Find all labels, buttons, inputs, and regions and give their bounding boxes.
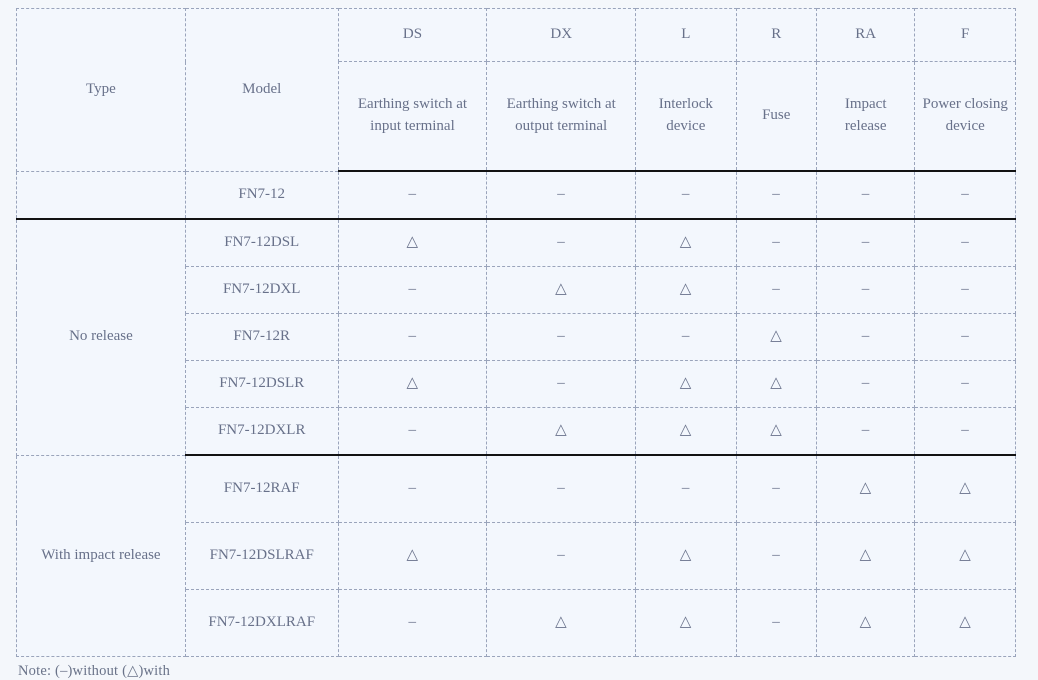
cell-ds: △	[338, 219, 487, 267]
cell-l: –	[636, 314, 737, 361]
cell-l: –	[636, 171, 737, 219]
cell-l: △	[636, 590, 737, 657]
cell-ra: △	[816, 455, 914, 523]
cell-ra: –	[816, 267, 914, 314]
table-header-codes	[17, 9, 1016, 62]
cell-ds: –	[338, 455, 487, 523]
header-desc-ds: Earthing switch at input terminal	[338, 62, 487, 172]
row-type-with-impact-release: With impact release	[17, 455, 186, 657]
cell-ra: △	[816, 590, 914, 657]
header-code-ra: RA	[816, 9, 914, 62]
cell-l: △	[636, 408, 737, 456]
table-row	[17, 171, 1016, 219]
cell-ra: –	[816, 171, 914, 219]
header-desc-ra: Impact release	[816, 62, 914, 172]
header-code-r: R	[736, 9, 816, 62]
header-desc-dx: Earthing switch at output terminal	[487, 62, 636, 172]
cell-dx: –	[487, 361, 636, 408]
cell-f: △	[915, 590, 1016, 657]
model-name: FN7-12DXLR	[185, 408, 338, 456]
cell-ra: –	[816, 314, 914, 361]
cell-l: △	[636, 267, 737, 314]
model-name: FN7-12DXLRAF	[185, 590, 338, 657]
cell-l: △	[636, 361, 737, 408]
cell-l: △	[636, 523, 737, 590]
header-desc-r: Fuse	[736, 62, 816, 172]
model-name: FN7-12R	[185, 314, 338, 361]
table-row	[17, 455, 1016, 523]
header-desc-l: Interlock device	[636, 62, 737, 172]
cell-r: △	[736, 361, 816, 408]
cell-f: –	[915, 219, 1016, 267]
header-code-f: F	[915, 9, 1016, 62]
model-name: FN7-12DSLRAF	[185, 523, 338, 590]
header-code-ds: DS	[338, 9, 487, 62]
cell-ds: –	[338, 267, 487, 314]
cell-dx: –	[487, 314, 636, 361]
cell-r: –	[736, 219, 816, 267]
cell-r: △	[736, 314, 816, 361]
table-row	[17, 219, 1016, 267]
cell-ra: –	[816, 361, 914, 408]
cell-dx: △	[487, 408, 636, 456]
cell-r: –	[736, 590, 816, 657]
cell-f: –	[915, 361, 1016, 408]
cell-f: △	[915, 523, 1016, 590]
model-name: FN7-12RAF	[185, 455, 338, 523]
cell-r: –	[736, 267, 816, 314]
header-code-l: L	[636, 9, 737, 62]
header-model: Model	[185, 9, 338, 172]
cell-ra: –	[816, 408, 914, 456]
cell-ra: –	[816, 219, 914, 267]
table-note: Note: (–)without (△)with	[18, 663, 171, 679]
model-name: FN7-12DSLR	[185, 361, 338, 408]
specification-table	[16, 8, 1016, 657]
cell-ds: –	[338, 314, 487, 361]
cell-l: –	[636, 455, 737, 523]
cell-r: △	[736, 408, 816, 456]
row-type-blank	[17, 171, 186, 219]
cell-r: –	[736, 523, 816, 590]
cell-ds: –	[338, 590, 487, 657]
cell-r: –	[736, 171, 816, 219]
cell-ds: –	[338, 171, 487, 219]
cell-dx: △	[487, 267, 636, 314]
model-name: FN7-12	[185, 171, 338, 219]
cell-dx: –	[487, 455, 636, 523]
cell-f: –	[915, 408, 1016, 456]
header-type: Type	[17, 9, 186, 172]
cell-dx: –	[487, 219, 636, 267]
header-code-dx: DX	[487, 9, 636, 62]
model-name: FN7-12DSL	[185, 219, 338, 267]
row-type-no-release: No release	[17, 219, 186, 455]
cell-ra: △	[816, 523, 914, 590]
cell-l: △	[636, 219, 737, 267]
cell-dx: –	[487, 171, 636, 219]
cell-r: –	[736, 455, 816, 523]
model-name: FN7-12DXL	[185, 267, 338, 314]
cell-f: –	[915, 314, 1016, 361]
cell-ds: △	[338, 523, 487, 590]
cell-f: –	[915, 267, 1016, 314]
cell-ds: –	[338, 408, 487, 456]
header-desc-f: Power closing device	[915, 62, 1016, 172]
cell-dx: –	[487, 523, 636, 590]
cell-ds: △	[338, 361, 487, 408]
cell-f: △	[915, 455, 1016, 523]
cell-f: –	[915, 171, 1016, 219]
cell-dx: △	[487, 590, 636, 657]
